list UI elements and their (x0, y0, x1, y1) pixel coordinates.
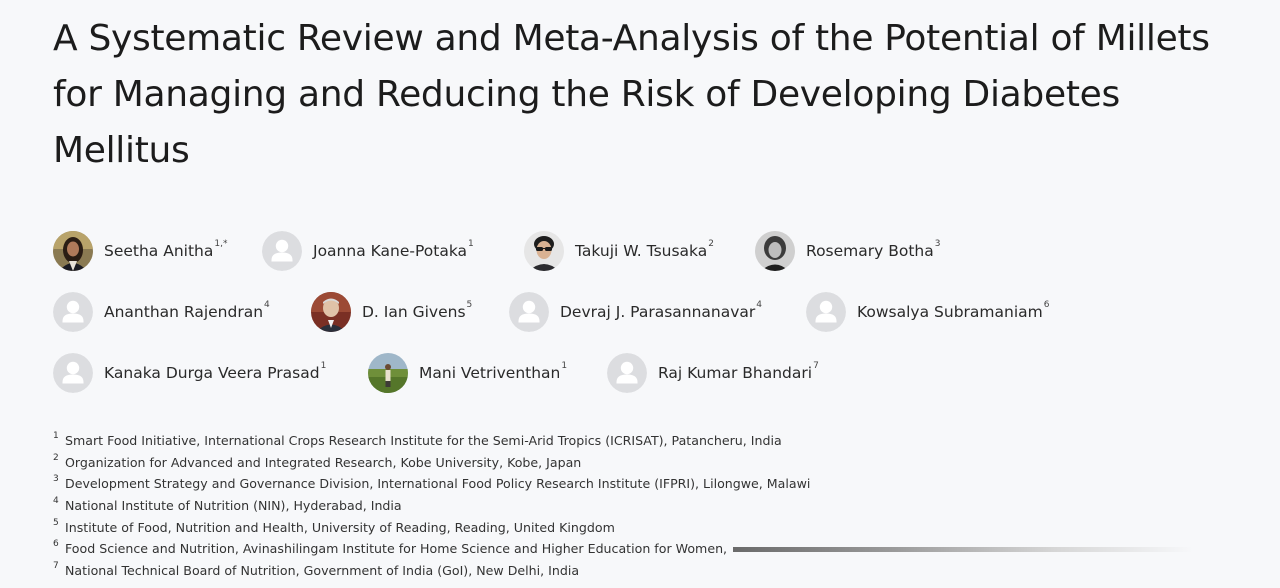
author-name: Kowsalya Subramaniam$^6$ (857, 300, 1050, 321)
affiliation-text: National Technical Board of Nutrition, Government of India (GoI), New Delhi, India (65, 563, 580, 579)
placeholder-person-icon (607, 353, 647, 393)
author-name: Kanaka Durga Veera Prasad$^1$ (104, 361, 327, 382)
placeholder-person-icon (53, 353, 93, 393)
author-name: Raj Kumar Bhandari$^7$ (658, 361, 819, 382)
affiliation-number: 4 (53, 496, 59, 507)
affiliation-number: 5 (53, 517, 59, 528)
affiliation-text: National Institute of Nutrition (NIN), Hyderabad, India (65, 498, 402, 514)
affiliation-item (53, 560, 1233, 582)
affiliation-number: 3 (53, 474, 59, 485)
author-ananthan-rajendran[interactable] (53, 292, 270, 332)
author-seetha-anitha[interactable] (53, 231, 227, 271)
affiliation-number: 6 (53, 539, 59, 550)
author-name: Rosemary Botha$^3$ (806, 239, 941, 260)
affiliation-item (53, 473, 1233, 495)
author-name: Takuji W. Tsusaka$^2$ (575, 239, 714, 260)
affiliation-item (53, 452, 1233, 474)
author-kanaka-durga-veera-prasad[interactable] (53, 353, 326, 393)
author-photo-avatar (311, 292, 351, 332)
author-name: D. Ian Givens$^5$ (362, 300, 473, 321)
affiliation-number: 1 (53, 431, 59, 441)
author-name: Seetha Anitha$^{1,*}$ (104, 239, 228, 260)
author-name: Joanna Kane-Potaka$^1$ (313, 239, 474, 260)
affiliation-item (53, 430, 1233, 452)
author-rosemary-botha[interactable] (755, 231, 941, 271)
affiliation-text: Food Science and Nutrition, Avinashilingam Institute for Home Science and Higher Education for Women, (65, 541, 728, 557)
affiliation-item (53, 517, 1233, 539)
faded-text-overlay (733, 547, 1193, 552)
placeholder-person-icon (509, 292, 549, 332)
affiliation-text: Organization for Advanced and Integrated Research, Kobe University, Kobe, Japan (65, 454, 582, 470)
author-joanna-kane-potaka[interactable] (262, 231, 474, 271)
placeholder-person-icon (806, 292, 846, 332)
author-photo-avatar (53, 231, 93, 271)
article-title: A Systematic Review and Meta-Analysis of the Potential of Millets for Managing and Reducing the Risk of Developing Diabetes Mellitus (53, 18, 1210, 171)
affiliation-item (53, 495, 1233, 517)
affiliation-number: 7 (53, 561, 59, 572)
placeholder-person-icon (53, 292, 93, 332)
affiliation-text: Development Strategy and Governance Division, International Food Policy Research Institute (IFPRI), Lilongwe, Malawi (65, 476, 811, 492)
author-name: Devraj J. Parasannanavar$^4$ (560, 300, 763, 321)
author-mani-vetriventhan[interactable] (368, 353, 567, 393)
affiliation-text: Smart Food Initiative, International Crops Research Institute for the Semi-Arid Tropics (ICRISAT), Patancheru, India (65, 433, 782, 448)
author-devraj-j-parasannanavar[interactable] (509, 292, 762, 332)
author-name: Ananthan Rajendran$^4$ (104, 300, 270, 321)
author-name: Mani Vetriventhan$^1$ (419, 361, 568, 382)
affiliations-list (53, 430, 1233, 582)
author-takuji-w-tsusaka[interactable] (524, 231, 714, 271)
author-raj-kumar-bhandari[interactable] (607, 353, 819, 393)
author-kowsalya-subramaniam[interactable] (806, 292, 1049, 332)
placeholder-person-icon (262, 231, 302, 271)
author-photo-avatar (524, 231, 564, 271)
affiliation-text: Institute of Food, Nutrition and Health, University of Reading, Reading, United Kingdom (65, 519, 615, 535)
author-photo-avatar (368, 353, 408, 393)
author-photo-avatar (755, 231, 795, 271)
affiliation-item (53, 538, 1233, 560)
author-d-ian-givens[interactable] (311, 292, 472, 332)
affiliation-number: 2 (53, 452, 59, 463)
